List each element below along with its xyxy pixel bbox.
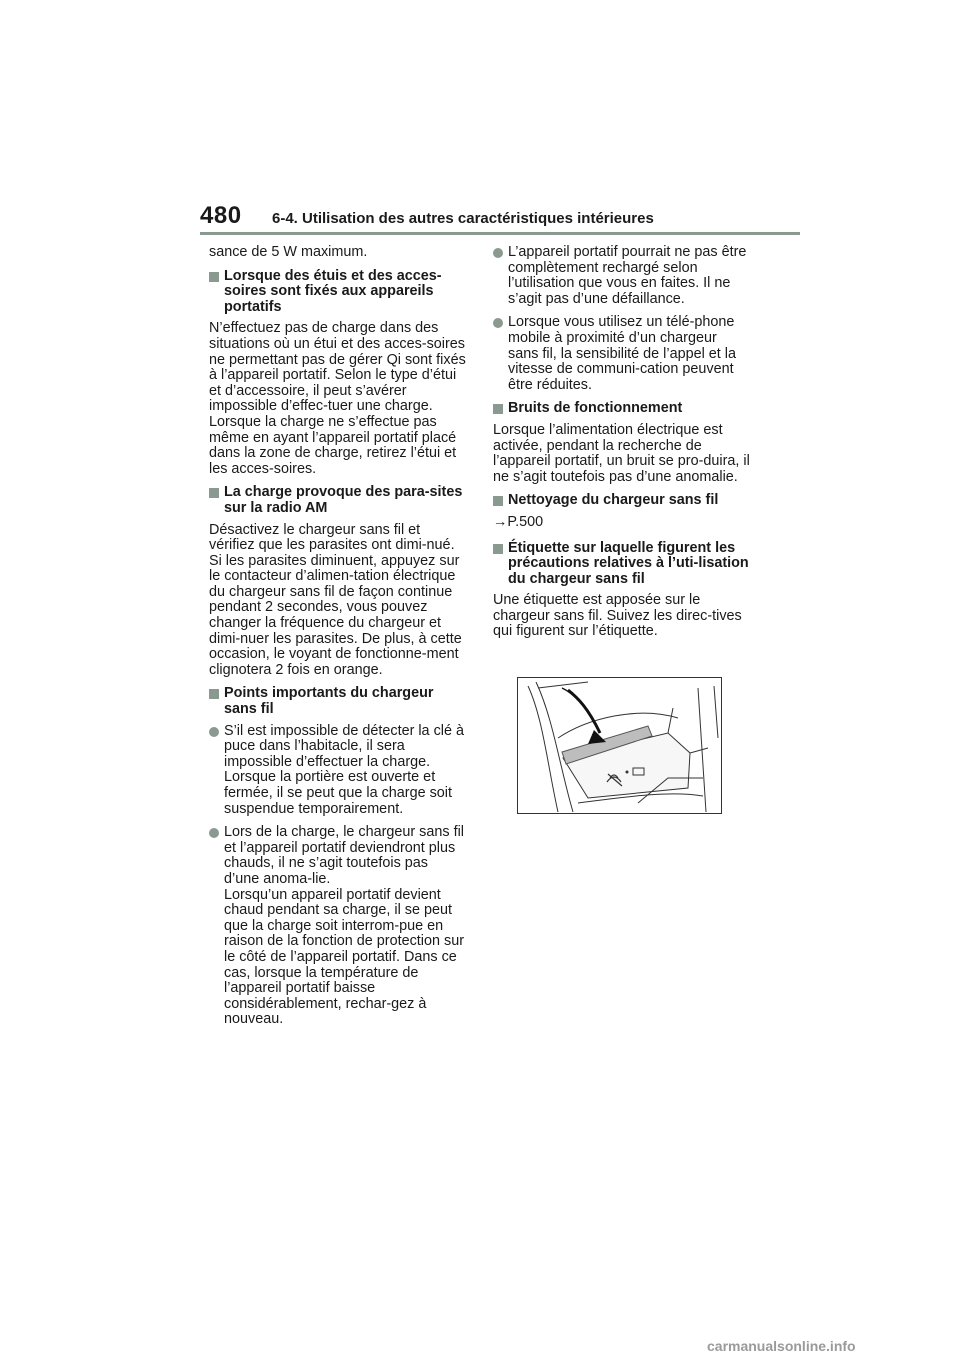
paragraph: Désactivez le chargeur sans fil et vérifiez que les parasites ont dimi-nué. Si les parasites diminuent, appuyez sur le contacteur d’alimen-tation électrique du chargeur sans fil de façon continue pendant 2 secondes, vous pouvez changer la fréquence du chargeur et dimi-nuer les parasites. De plus, à cette occasion, le voyant de fonctionne-ment clignotera 2 fois en orange. xyxy=(209,521,462,678)
square-bullet-icon xyxy=(493,496,503,506)
paragraph: Une étiquette est apposée sur le chargeur sans fil. Suivez les direc-tives qui figurent sur l’étiquette. xyxy=(493,592,742,640)
paragraph: Lorsque l’alimentation électrique est activée, pendant la recherche de l’appareil portatif, un bruit se pro-duira, il ne s’agit toutefois pas d’une anomalie. xyxy=(493,421,750,485)
square-bullet-icon xyxy=(209,488,219,498)
square-bullet-icon xyxy=(493,404,503,414)
bullet-item: Lors de la charge, le chargeur sans fil et l’appareil portatif deviendront plus chauds, il ne s’agit toutefois pas d’une anoma-lie. Lorsqu’un appareil portatif devient chaud pendant sa charge, il se peut que la charge soit interrom-pue en raison de la fonction de protection sur le côté de l’appareil portatif. Dans ce cas, lorsque la température de l’appareil portatif baisse considérablement, rechar-gez à nouveau. xyxy=(209,825,467,1028)
round-bullet-icon xyxy=(209,727,219,737)
page-reference[interactable]: →P.500 xyxy=(493,513,544,530)
wireless-charger-figure xyxy=(517,677,722,814)
right-column xyxy=(493,245,751,648)
square-bullet-icon xyxy=(209,689,219,699)
wireless-charger-label-illustration-icon xyxy=(518,678,721,813)
chapter-title: 6-4. Utilisation des autres caractéristiques intérieures xyxy=(272,210,654,227)
section-heading: Étiquette sur laquelle figurent les précautions relatives à l’uti-lisation du chargeur sans fil xyxy=(493,541,751,588)
round-bullet-icon xyxy=(209,828,219,838)
bullet-item: S’il est impossible de détecter la clé à puce dans l’habitacle, il sera impossible d’effectuer la charge. Lorsque la portière est ouverte et fermée, il se peut que la charge soit suspendue temporairement. xyxy=(209,724,467,818)
section-heading: Bruits de fonctionnement xyxy=(493,401,751,417)
square-bullet-icon xyxy=(493,544,503,554)
watermark: carmanualsonline.info xyxy=(707,1338,856,1354)
section-heading: Nettoyage du chargeur sans fil xyxy=(493,493,751,509)
bullet-item: Lorsque vous utilisez un télé-phone mobile à proximité d’un chargeur sans fil, la sensibilité de l’appel et la vitesse de communi-cation peuvent être réduites. xyxy=(493,315,751,393)
round-bullet-icon xyxy=(493,248,503,258)
left-column xyxy=(209,245,467,1036)
section-heading: Points importants du chargeur sans fil xyxy=(209,686,467,717)
header-rule xyxy=(200,232,800,235)
bullet-item: L’appareil portatif pourrait ne pas être complètement rechargé selon l’utilisation que vous en faites. Il ne s’agit pas d’une défaillance. xyxy=(493,245,751,307)
section-heading: La charge provoque des para-sites sur la radio AM xyxy=(209,485,467,516)
round-bullet-icon xyxy=(493,318,503,328)
intro-text: sance de 5 W maximum. xyxy=(209,244,368,260)
square-bullet-icon xyxy=(209,272,219,282)
section-heading: Lorsque des étuis et des acces-soires sont fixés aux appareils portatifs xyxy=(209,269,467,316)
paragraph: N’effectuez pas de charge dans des situations où un étui et des acces-soires ne permettant pas de gérer Qi sont fixés à l’appareil portatif. Selon le type d’étui et d’accessoire, il peut s’avérer impossible d’effec-tuer une charge. Lorsque la charge ne s’effectue pas même en ayant l’appareil portatif placé dans la zone de charge, retirez l’étui et les acces-soires. xyxy=(209,320,466,477)
page-number: 480 xyxy=(200,202,242,229)
